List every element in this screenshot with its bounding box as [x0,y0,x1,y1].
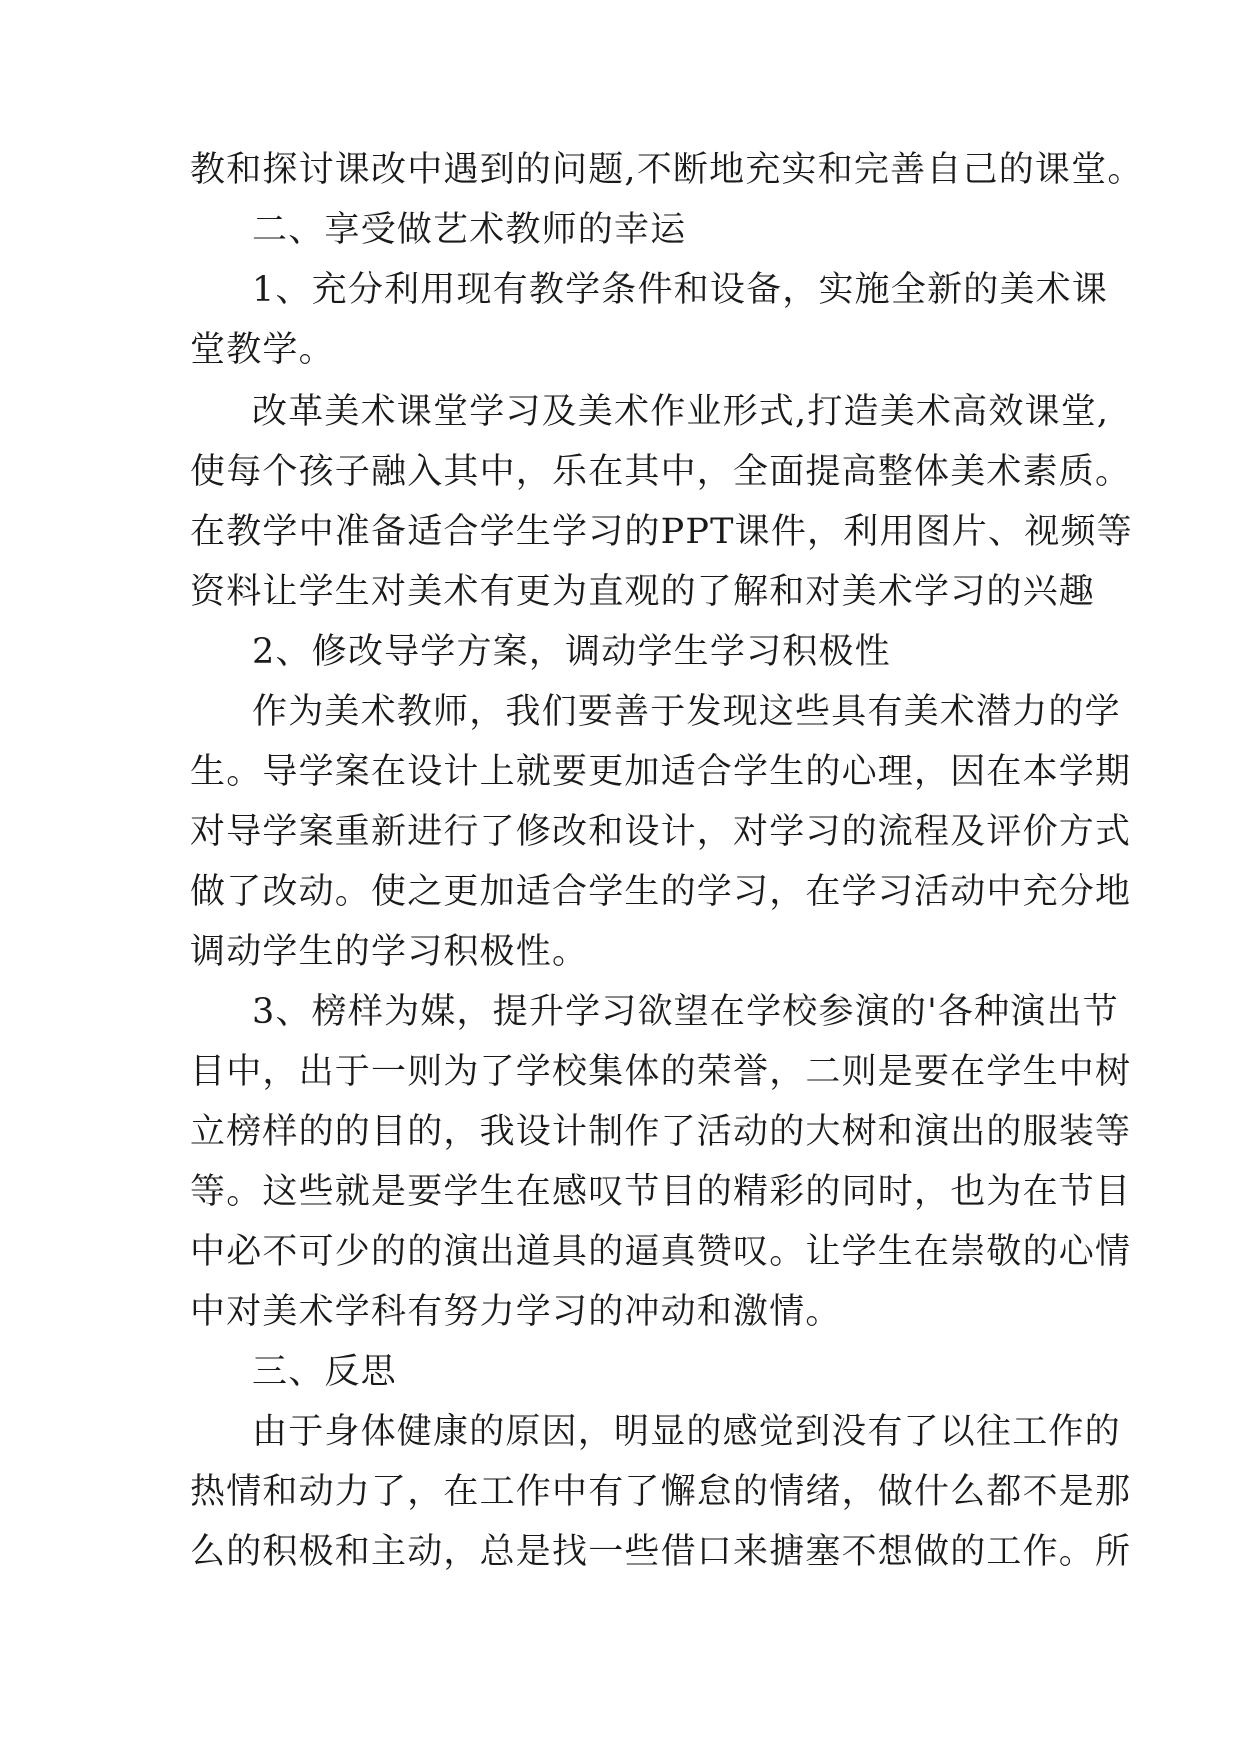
text-line: 教和探讨课改中遇到的问题,不断地充实和完善自己的课堂。 [190,150,1144,190]
section-heading: 三、反思 [252,1352,397,1392]
text-line: 作为美术教师，我们要善于发现这些具有美术潜力的学 [252,692,1121,732]
text-line: 改革美术课堂学习及美术作业形式,打造美术高效课堂, [252,392,1110,432]
section-heading: 二、享受做艺术教师的幸运 [252,210,687,250]
text-line: 调动学生的学习积极性。 [190,932,589,972]
text-line: 使每个孩子融入其中，乐在其中，全面提高整体美术素质。 [190,452,1132,492]
text-line: 热情和动力了，在工作中有了懈怠的情绪，做什么都不是那 [190,1472,1132,1512]
subsection-heading: 3、榜样为媒，提升学习欲望在学校参演的'各种演出节 [252,992,1119,1032]
text-line: 么的积极和主动，总是找一些借口来搪塞不想做的工作。所 [190,1532,1132,1572]
text-line: 目中，出于一则为了学校集体的荣誉，二则是要在学生中树 [190,1052,1132,1092]
text-line: 对导学案重新进行了修改和设计，对学习的流程及评价方式 [190,812,1132,852]
text-line: 做了改动。使之更加适合学生的学习，在学习活动中充分地 [190,872,1132,912]
text-line: 立榜样的的目的，我设计制作了活动的大树和演出的服装等 [190,1112,1132,1152]
text-line: 生。导学案在设计上就要更加适合学生的心理，因在本学期 [190,752,1132,792]
text-line: 中必不可少的的演出道具的逼真赞叹。让学生在崇敬的心情 [190,1232,1132,1272]
text-line: 在教学中准备适合学生学习的PPT课件，利用图片、视频等 [190,512,1133,552]
text-line: 资料让学生对美术有更为直观的了解和对美术学习的兴趣 [190,572,1096,612]
text-line: 等。这些就是要学生在感叹节目的精彩的同时，也为在节目 [190,1172,1132,1212]
subsection-heading: 1、充分利用现有教学条件和设备，实施全新的美术课 [252,270,1109,310]
text-line: 堂教学。 [190,330,335,370]
text-line: 中对美术学科有努力学习的冲动和激情。 [190,1292,842,1332]
subsection-heading: 2、修改导学方案，调动学生学习积极性 [252,632,891,672]
text-line: 由于身体健康的原因，明显的感觉到没有了以往工作的 [252,1412,1121,1452]
